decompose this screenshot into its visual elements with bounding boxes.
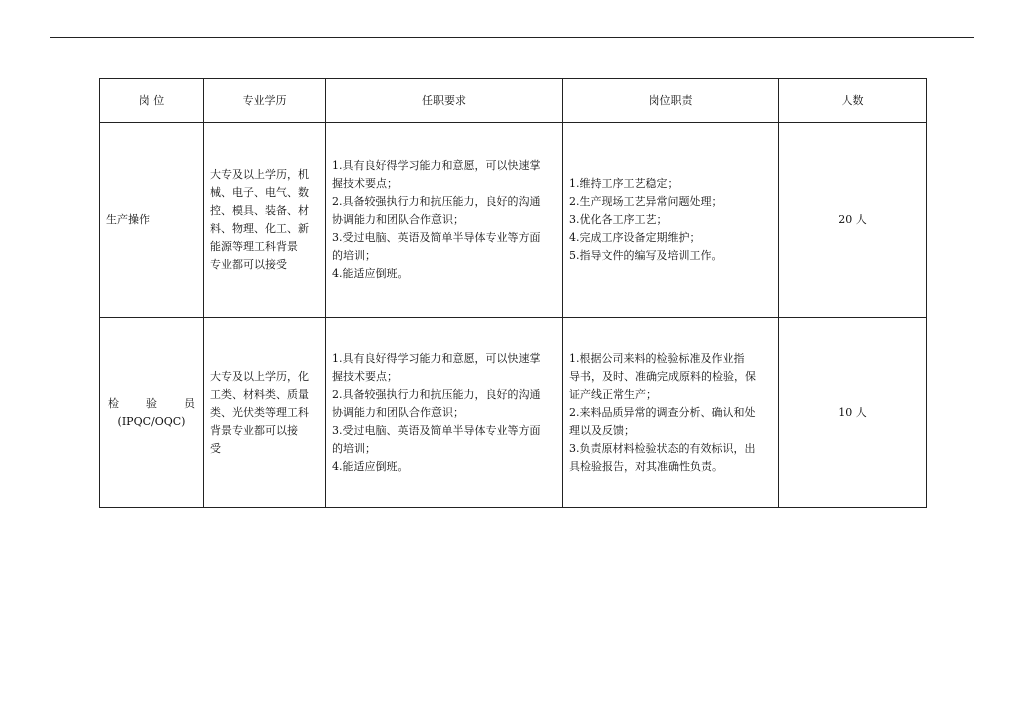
education-cell [204,123,326,318]
table-row [100,123,927,318]
education-cell [204,318,326,508]
text-line: 的培训； [332,441,376,455]
text-line: 1.维持工序工艺稳定； [569,177,679,190]
position-cell: 生产操作 [100,123,204,318]
table-row [100,318,927,508]
header-education: 专业学历 [204,79,326,123]
text-line: 4.能适应倒班。 [332,267,409,280]
text-line: 3.受过电脑、英语及简单半导体专业等方面 [332,231,541,244]
header-requirements: 任职要求 [326,79,563,123]
position-char: 检 [108,396,119,410]
requirements-cell [326,318,563,508]
text-line: 工类、材料类、质量 [210,387,309,401]
text-line: 协调能力和团队合作意识； [332,405,464,419]
text-line: 背景专业都可以接 [210,423,298,437]
text-line: 械、电子、电气、数 [210,186,309,199]
text-line: 证产线正常生产； [569,387,657,401]
text-line: 3.优化各工序工艺； [569,213,668,226]
count-cell: 10 人 [779,318,927,508]
text-line: 握技术要点； [332,369,398,383]
text-line: 2.生产现场工艺异常问题处理； [569,195,723,208]
text-line: 4.能适应倒班。 [332,459,409,473]
header-position: 岗 位 [100,79,204,123]
text-line: 2.来料品质异常的调查分析、确认和处 [569,405,756,419]
text-line: 具检验报告，对其准确性负责。 [569,459,723,473]
text-line: 协调能力和团队合作意识； [332,213,464,226]
header-count: 人数 [779,79,927,123]
text-line: 导书，及时、准确完成原料的检验，保 [569,369,756,383]
text-line: 2.具备较强执行力和抗压能力，良好的沟通 [332,387,541,401]
text-line: 2.具备较强执行力和抗压能力，良好的沟通 [332,195,541,208]
text-line: 握技术要点； [332,177,398,190]
header-duties: 岗位职责 [563,79,779,123]
duties-cell [563,123,779,318]
text-line: 大专及以上学历，机 [210,168,309,181]
position-char: 员 [184,396,195,410]
text-line: 1.具有良好得学习能力和意愿，可以快速掌 [332,351,541,365]
text-line: 1.具有良好得学习能力和意愿，可以快速掌 [332,159,541,172]
text-line: 专业都可以接受 [210,258,287,271]
header-rule [50,37,974,38]
text-line: 控、模具、装备、材 [210,204,309,217]
text-line: 受 [210,441,221,455]
text-line: 4.完成工序设备定期维护； [569,231,701,244]
text-line: 1.根据公司来料的检验标准及作业指 [569,351,745,365]
position-char: 验 [146,396,157,410]
text-line: 的培训； [332,249,376,262]
text-line: 3.受过电脑、英语及简单半导体专业等方面 [332,423,541,437]
position-subtitle: (IPQC/OQC) [117,414,186,428]
text-line: 类、光伏类等理工科 [210,405,309,419]
text-line: 3.负责原材料检验状态的有效标识，出 [569,441,756,455]
duties-cell [563,318,779,508]
requirements-cell [326,123,563,318]
job-table [99,78,927,508]
text-line: 5.指导文件的编写及培训工作。 [569,249,723,262]
text-line: 理以及反馈； [569,423,635,437]
table-header-row [100,79,927,123]
position-cell [100,318,204,508]
count-cell: 20 人 [779,123,927,318]
position-title [106,395,197,413]
text-line: 大专及以上学历，化 [210,369,309,383]
text-line: 能源等理工科背景 [210,240,298,253]
text-line: 料、物理、化工、新 [210,222,309,235]
